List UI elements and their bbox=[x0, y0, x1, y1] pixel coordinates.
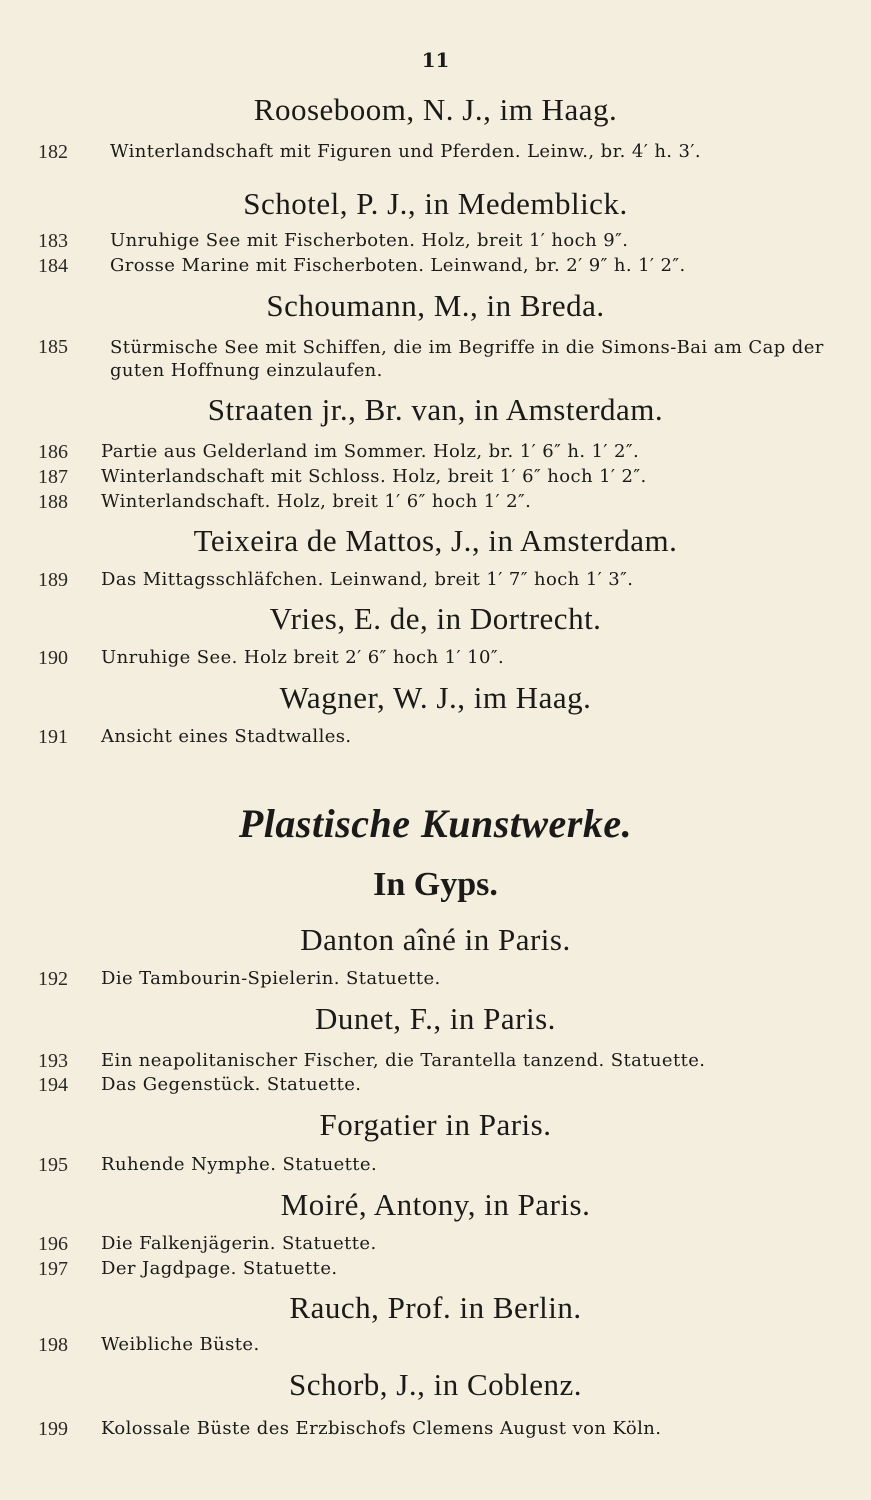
entry-description: Kolossale Büste des Erzbischofs Clemens August von Köln. bbox=[101, 1418, 662, 1439]
entry-description: Partie aus Gelderland im Sommer. Holz, br. 1′ 6″ h. 1′ 2″. bbox=[101, 441, 640, 462]
artist-heading: Forgatier in Paris. bbox=[319, 1107, 552, 1142]
entry-description: Winterlandschaft mit Figuren und Pferden. Leinw., br. 4′ h. 3′. bbox=[110, 141, 702, 162]
artist-heading: Wagner, W. J., im Haag. bbox=[279, 680, 592, 715]
page-number: 11 bbox=[421, 48, 450, 72]
artist-heading: Danton aîné in Paris. bbox=[300, 922, 571, 957]
entry-description: Die Falkenjägerin. Statuette. bbox=[101, 1233, 377, 1254]
entry-number: 190 bbox=[38, 647, 68, 669]
entry-number: 197 bbox=[38, 1258, 68, 1280]
section-title: Plastische Kunstwerke. bbox=[238, 801, 633, 846]
artist-heading: Straaten jr., Br. van, in Amsterdam. bbox=[207, 392, 664, 427]
artist-heading: Schorb, J., in Coblenz. bbox=[288, 1367, 583, 1402]
subsection-title: In Gyps. bbox=[373, 866, 498, 903]
entry-description: Unruhige See. Holz breit 2′ 6″ hoch 1′ 10″. bbox=[101, 647, 505, 668]
entry-number: 183 bbox=[38, 230, 68, 252]
artist-heading: Moiré, Antony, in Paris. bbox=[280, 1187, 591, 1222]
entry-description: Ruhende Nymphe. Statuette. bbox=[101, 1154, 378, 1175]
catalog-entry bbox=[0, 336, 871, 382]
entry-description: Grosse Marine mit Fischerboten. Leinwand, br. 2′ 9″ h. 1′ 2″. bbox=[110, 255, 686, 276]
artist-heading: Schoumann, M., in Breda. bbox=[266, 288, 605, 323]
entry-number: 193 bbox=[38, 1050, 68, 1072]
entry-number: 184 bbox=[38, 255, 68, 277]
entry-number: 185 bbox=[38, 336, 68, 358]
entry-number: 192 bbox=[38, 968, 68, 990]
entry-number: 186 bbox=[38, 441, 68, 463]
artist-heading: Vries, E. de, in Dortrecht. bbox=[269, 601, 602, 636]
entry-number: 187 bbox=[38, 466, 68, 488]
entry-description: Ein neapolitanischer Fischer, die Tarantella tanzend. Statuette. bbox=[101, 1050, 706, 1071]
entry-number: 188 bbox=[38, 491, 68, 513]
entry-description: Stürmische See mit Schiffen, die im Begriffe in die Simons-Bai am Cap der guten Hoffnung einzulaufen. bbox=[110, 337, 824, 381]
artist-heading: Rauch, Prof. in Berlin. bbox=[289, 1290, 582, 1325]
artist-heading: Dunet, F., in Paris. bbox=[315, 1001, 556, 1036]
artist-heading: Schotel, P. J., in Medemblick. bbox=[243, 186, 628, 221]
entry-description: Winterlandschaft mit Schloss. Holz, breit 1′ 6″ hoch 1′ 2″. bbox=[101, 466, 647, 487]
entry-description: Das Gegenstück. Statuette. bbox=[101, 1074, 362, 1095]
entry-number: 196 bbox=[38, 1233, 68, 1255]
entry-description: Winterlandschaft. Holz, breit 1′ 6″ hoch 1′ 2″. bbox=[101, 491, 532, 512]
entry-description: Das Mittagsschläfchen. Leinwand, breit 1′ 7″ hoch 1′ 3″. bbox=[101, 569, 634, 590]
entry-number: 189 bbox=[38, 569, 68, 591]
entry-description: Weibliche Büste. bbox=[101, 1334, 260, 1355]
entry-description: Der Jagdpage. Statuette. bbox=[101, 1258, 338, 1279]
entry-number: 191 bbox=[38, 726, 68, 748]
entry-number: 195 bbox=[38, 1154, 68, 1176]
entry-description: Die Tambourin-Spielerin. Statuette. bbox=[101, 968, 441, 989]
entry-number: 198 bbox=[38, 1334, 68, 1356]
entry-description: Ansicht eines Stadtwalles. bbox=[101, 726, 352, 747]
entry-number: 199 bbox=[38, 1418, 68, 1440]
entry-number: 182 bbox=[38, 141, 68, 163]
artist-heading: Rooseboom, N. J., im Haag. bbox=[253, 92, 618, 127]
entry-description: Unruhige See mit Fischerboten. Holz, breit 1′ hoch 9″. bbox=[110, 230, 629, 251]
entry-number: 194 bbox=[38, 1074, 68, 1096]
artist-heading: Teixeira de Mattos, J., in Amsterdam. bbox=[193, 523, 678, 558]
